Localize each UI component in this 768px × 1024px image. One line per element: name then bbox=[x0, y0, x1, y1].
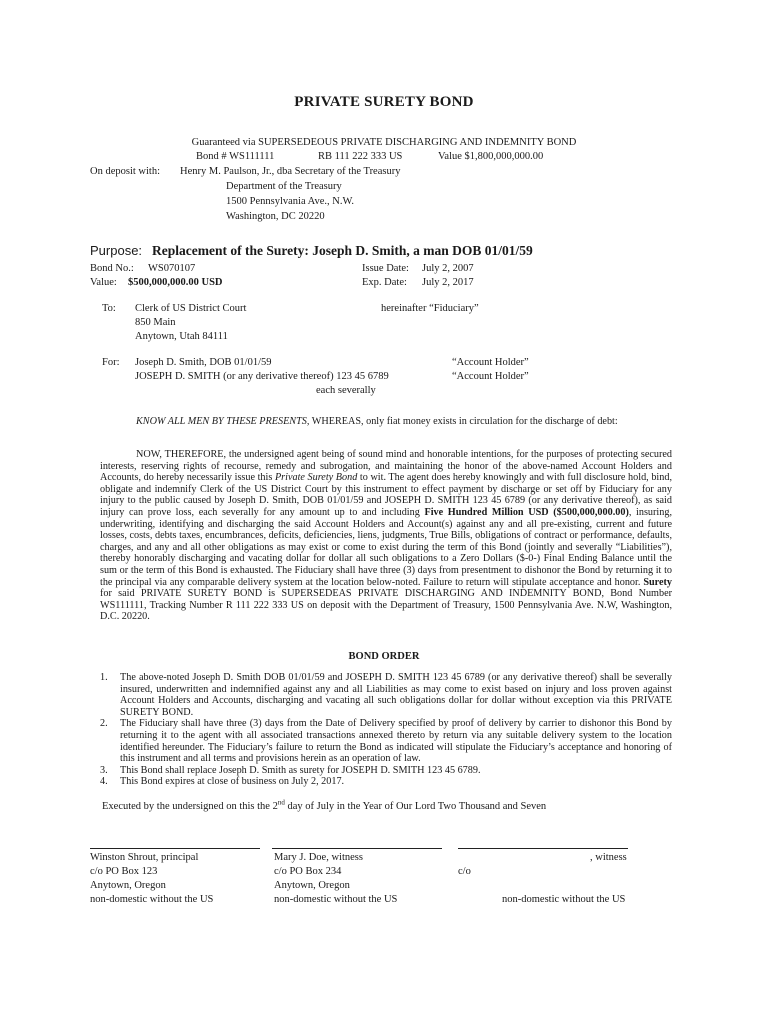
list-item bbox=[100, 765, 672, 777]
list-item-text: The Fiduciary shall have three (3) days from the Date of Delivery specified by proof of delivery by carrier to dishonor this Bond by returning it to the agent with all associated transactions annexed thereto by return via any suitable delivery system to the location identified hereunder. The Fiduciary’s failure to return the Bond as indicated will stipulate the Fiduciary’s acceptance and honoring of this instrument and all terms and provisions herein as an operation of law. bbox=[120, 718, 672, 765]
guarantee-line: Guaranteed via SUPERSEDEOUS PRIVATE DISCHARGING AND INDEMNITY BOND bbox=[191, 137, 577, 148]
bond-no-value: WS070107 bbox=[148, 263, 196, 274]
executed-superscript: nd bbox=[277, 798, 285, 807]
list-item-number: 2. bbox=[100, 718, 108, 730]
list-item-text: This Bond expires at close of business on July 2, 2017. bbox=[120, 776, 345, 788]
witness-1-address-2: Anytown, Oregon bbox=[274, 880, 350, 891]
whereas-text: WHEREAS, only fiat money exists in circulation for the discharge of debt: bbox=[309, 416, 618, 427]
value-amount: $500,000,000.00 USD bbox=[128, 277, 223, 288]
for-label: For: bbox=[102, 357, 120, 368]
private-surety-bond-phrase: Private Surety Bond bbox=[274, 472, 358, 484]
to-label: To: bbox=[102, 303, 116, 314]
signer-witness-2: , witness bbox=[590, 852, 627, 863]
signature-line-principal bbox=[90, 848, 260, 849]
to-line-2: 850 Main bbox=[135, 317, 176, 328]
for-line-2: JOSEPH D. SMITH (or any derivative thereof) 123 45 6789 bbox=[135, 371, 389, 382]
signer-principal: Winston Shrout, principal bbox=[90, 852, 199, 863]
value-label: Value: bbox=[90, 277, 117, 288]
list-item bbox=[100, 776, 672, 788]
issue-date-label: Issue Date: bbox=[362, 263, 409, 274]
deposit-line-4: Washington, DC 20220 bbox=[226, 211, 325, 222]
deposit-line-2: Department of the Treasury bbox=[226, 181, 342, 192]
purpose-label: Purpose: bbox=[90, 243, 143, 258]
witness-2-address: c/o bbox=[458, 866, 471, 877]
signer-witness-1: Mary J. Doe, witness bbox=[274, 852, 363, 863]
issue-date-value: July 2, 2007 bbox=[422, 263, 474, 274]
amount-phrase: Five Hundred Million USD ($500,000,000.00) bbox=[424, 506, 629, 518]
list-item-number: 3. bbox=[100, 764, 108, 776]
exp-date-value: July 2, 2017 bbox=[422, 277, 474, 288]
each-severally: each severally bbox=[316, 385, 376, 396]
purpose-text: Replacement of the Surety: Joseph D. Smith, a man DOB 01/01/59 bbox=[152, 243, 533, 258]
guarantee-value: Value $1,800,000,000.00 bbox=[438, 151, 544, 162]
deposit-label: On deposit with: bbox=[90, 166, 160, 177]
hereinafter-fiduciary: hereinafter “Fiduciary” bbox=[381, 303, 479, 314]
account-holder-1: “Account Holder” bbox=[452, 357, 529, 368]
body-part-2: to wit. The agent does hereby knowingly and with full disclosure hold, bind, obligate and indemnify Clerk of the US District Court by this instrument to effect payment by discharge or set off by Fiduciary for any injury to the public caused by Joseph D. Smith, DOB 01/01/59 and JOSEPH D. SMITH 123 45 6789 (or any derivative thereof), as said injury can prove loss, each severally for any amount up to and including bbox=[100, 472, 672, 518]
deposit-line-3: 1500 Pennsylvania Ave., N.W. bbox=[226, 196, 355, 207]
list-item bbox=[100, 718, 672, 764]
witness-1-address-1: c/o PO Box 234 bbox=[274, 866, 342, 877]
executed-pre: Executed by the undersigned on this the 2 bbox=[102, 801, 278, 812]
list-item-number: 1. bbox=[100, 672, 108, 683]
know-all-men-phrase: KNOW ALL MEN BY THESE PRESENTS, bbox=[136, 416, 310, 427]
list-item bbox=[100, 672, 672, 718]
document-title: PRIVATE SURETY BOND bbox=[294, 94, 474, 110]
list-item-number: 4. bbox=[100, 776, 108, 788]
guarantee-rb-number: RB 111 222 333 US bbox=[318, 151, 403, 162]
witness-2-nondomestic: non-domestic without the US bbox=[502, 894, 626, 905]
list-item-text: This Bond shall replace Joseph D. Smith as surety for JOSEPH D. SMITH 123 45 6789. bbox=[120, 764, 481, 776]
executed-line bbox=[102, 800, 546, 814]
body-part-3: , insuring, underwriting, identifying and discharging the said Account Holders and Account(s) against any and all pre-existing, current and future losses, costs, debts taxes, encumbrances, deficits, deficiencies, liens, judgments, True Bills, obligations of contract or performance, defaults, charges, and any and all other obligations as may exist or come to exist during the term of this Bond (jointly and severally “Liabilities”), thereby honorably discharging and vacating dollar for dollar all such obligations to a Zero Dollars ($-0-) Final Ending Balance until the sum or the term of this Bond is exhausted. The Fiduciary shall have three (3) days from presentment to dishonor the Bond by returning it to the principal via any comparable delivery system at the location below-noted. Failure to return will stipulate acceptance and honor. bbox=[100, 506, 672, 588]
witness-1-nondomestic: non-domestic without the US bbox=[274, 894, 398, 905]
principal-address-2: Anytown, Oregon bbox=[90, 880, 166, 891]
surety-word: Surety bbox=[643, 576, 672, 588]
principal-address-1: c/o PO Box 123 bbox=[90, 866, 158, 877]
for-line-1: Joseph D. Smith, DOB 01/01/59 bbox=[135, 357, 272, 368]
now-therefore-paragraph bbox=[100, 449, 672, 623]
deposit-line-1: Henry M. Paulson, Jr., dba Secretary of the Treasury bbox=[180, 166, 401, 177]
executed-post: day of July in the Year of Our Lord Two Thousand and Seven bbox=[284, 801, 547, 812]
body-part-4: for said PRIVATE SURETY BOND is SUPERSEDEAS PRIVATE DISCHARGING AND INDEMNITY BOND, Bond Number WS111111, Tracking Number R 111 222 333 US on deposit with the Department of Treasury, 1500 Pennsylvania Ave. N.W, Washington, D.C. 20220. bbox=[100, 588, 672, 623]
to-line-1: Clerk of US District Court bbox=[135, 303, 247, 314]
guarantee-bond-number: Bond # WS111111 bbox=[196, 151, 275, 162]
exp-date-label: Exp. Date: bbox=[362, 277, 407, 288]
principal-nondomestic: non-domestic without the US bbox=[90, 894, 214, 905]
know-all-men-paragraph bbox=[100, 416, 672, 428]
bond-order-list bbox=[100, 672, 672, 788]
body-part-1: NOW, THEREFORE, the undersigned agent being of sound mind and honorable intentions, for the purposes of protecting secured interests, reserving rights of recourse, remedy and subrogation, and maintaining the honor of the above-named Account Holders and Accounts, do hereby necessarily issue this bbox=[100, 449, 672, 484]
signature-line-witness-2 bbox=[458, 848, 628, 849]
bond-order-heading: BOND ORDER bbox=[348, 651, 420, 662]
bond-no-label: Bond No.: bbox=[90, 263, 134, 274]
list-item-text: The above-noted Joseph D. Smith DOB 01/01/59 and JOSEPH D. SMITH 123 45 6789 (or any derivative thereof) shall be severally insured, underwritten and indemnified against any and all Liabilities as may come to exist based on injury and loss proven against Account Holders and Accounts, discharging and vacating all such obligations dollar for dollar without exception via this PRIVATE SURETY BOND. bbox=[120, 672, 672, 718]
to-line-3: Anytown, Utah 84111 bbox=[135, 331, 228, 342]
signature-line-witness-1 bbox=[272, 848, 442, 849]
account-holder-2: “Account Holder” bbox=[452, 371, 529, 382]
